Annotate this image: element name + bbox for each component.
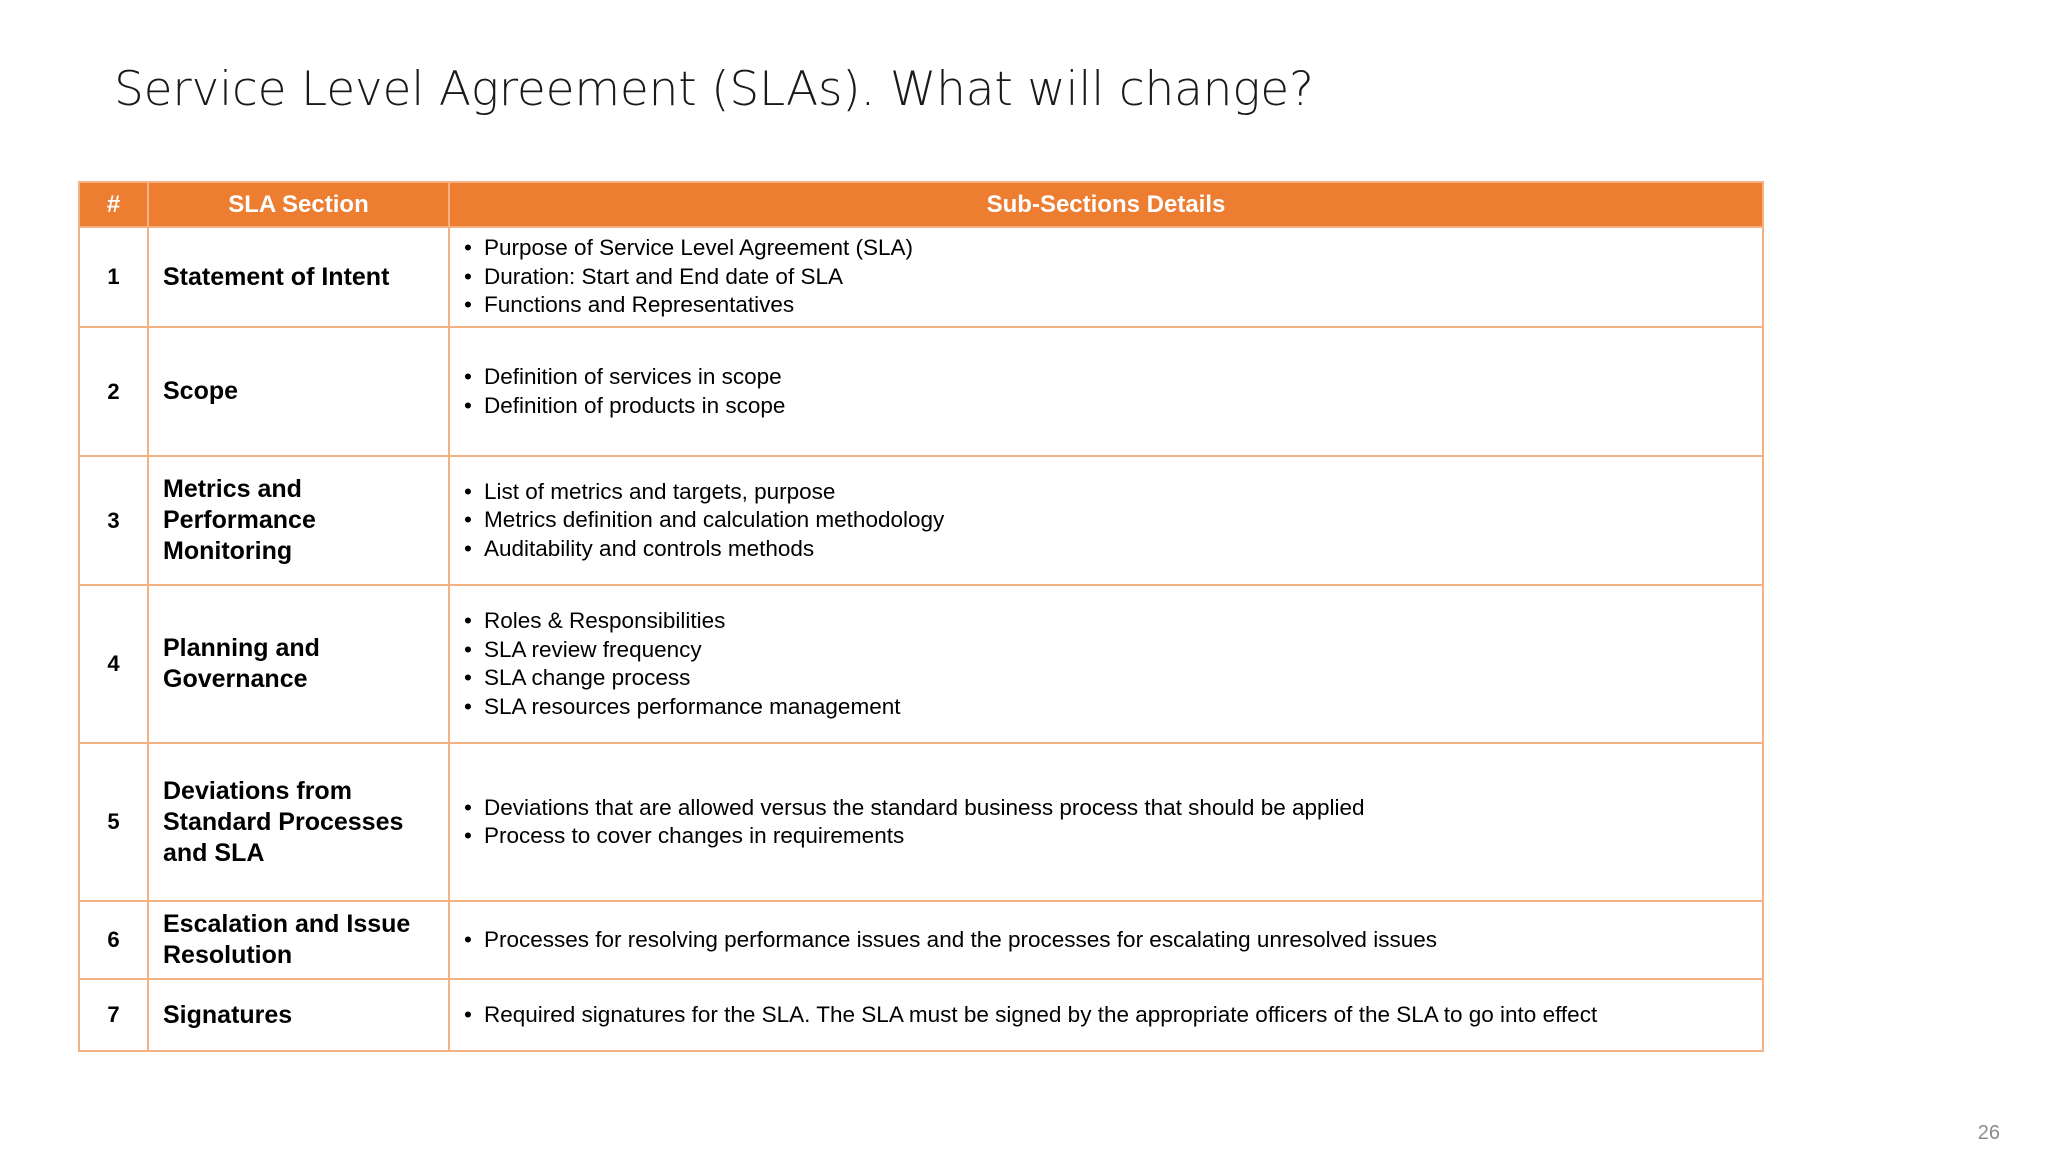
table-row <box>79 979 1763 1051</box>
detail-item: • Auditability and controls methods <box>464 535 1748 564</box>
table-header-row <box>79 182 1763 227</box>
table-row <box>79 585 1763 743</box>
row-details <box>449 743 1763 901</box>
page-number: 26 <box>1977 1122 2000 1144</box>
table-row <box>79 901 1763 979</box>
table-row <box>79 456 1763 585</box>
detail-item: • Purpose of Service Level Agreement (SLA) <box>464 234 1748 263</box>
detail-item: • Functions and Representatives <box>464 291 1748 320</box>
row-number: 5 <box>79 743 148 901</box>
detail-item: • Definition of products in scope <box>464 392 1748 421</box>
row-details <box>449 327 1763 456</box>
table-row <box>79 227 1763 327</box>
row-details <box>449 456 1763 585</box>
row-details <box>449 585 1763 743</box>
row-section: Scope <box>148 327 449 456</box>
row-number: 3 <box>79 456 148 585</box>
detail-item: • Metrics definition and calculation methodology <box>464 506 1748 535</box>
row-details <box>449 979 1763 1051</box>
row-section: Metrics and Performance Monitoring <box>148 456 449 585</box>
detail-item: • Definition of services in scope <box>464 363 1748 392</box>
row-section: Planning and Governance <box>148 585 449 743</box>
detail-item: • List of metrics and targets, purpose <box>464 478 1748 507</box>
header-sub-sections-details: Sub-Sections Details <box>449 182 1763 227</box>
slide-title: Service Level Agreement (SLAs). What will change? <box>114 62 1314 117</box>
detail-item: • Deviations that are allowed versus the standard business process that should be applied <box>464 794 1748 823</box>
detail-item: • SLA change process <box>464 664 1748 693</box>
header-num: # <box>79 182 148 227</box>
row-section: Signatures <box>148 979 449 1051</box>
detail-item: • SLA resources performance management <box>464 693 1748 722</box>
detail-item: • Processes for resolving performance issues and the processes for escalating unresolved issues <box>464 926 1748 955</box>
row-details <box>449 901 1763 979</box>
row-section: Escalation and Issue Resolution <box>148 901 449 979</box>
row-section: Statement of Intent <box>148 227 449 327</box>
detail-item: • Required signatures for the SLA. The SLA must be signed by the appropriate officers of the SLA to go into effect <box>464 1001 1748 1030</box>
header-sla-section: SLA Section <box>148 182 449 227</box>
row-number: 7 <box>79 979 148 1051</box>
row-number: 2 <box>79 327 148 456</box>
row-section: Deviations from Standard Processes and SLA <box>148 743 449 901</box>
table-row <box>79 327 1763 456</box>
row-number: 6 <box>79 901 148 979</box>
table-row <box>79 743 1763 901</box>
detail-item: • Process to cover changes in requirements <box>464 822 1748 851</box>
detail-item: • SLA review frequency <box>464 636 1748 665</box>
row-number: 4 <box>79 585 148 743</box>
detail-item: • Duration: Start and End date of SLA <box>464 263 1748 292</box>
row-details <box>449 227 1763 327</box>
detail-item: • Roles & Responsibilities <box>464 607 1748 636</box>
row-number: 1 <box>79 227 148 327</box>
sla-table <box>78 181 1764 1052</box>
